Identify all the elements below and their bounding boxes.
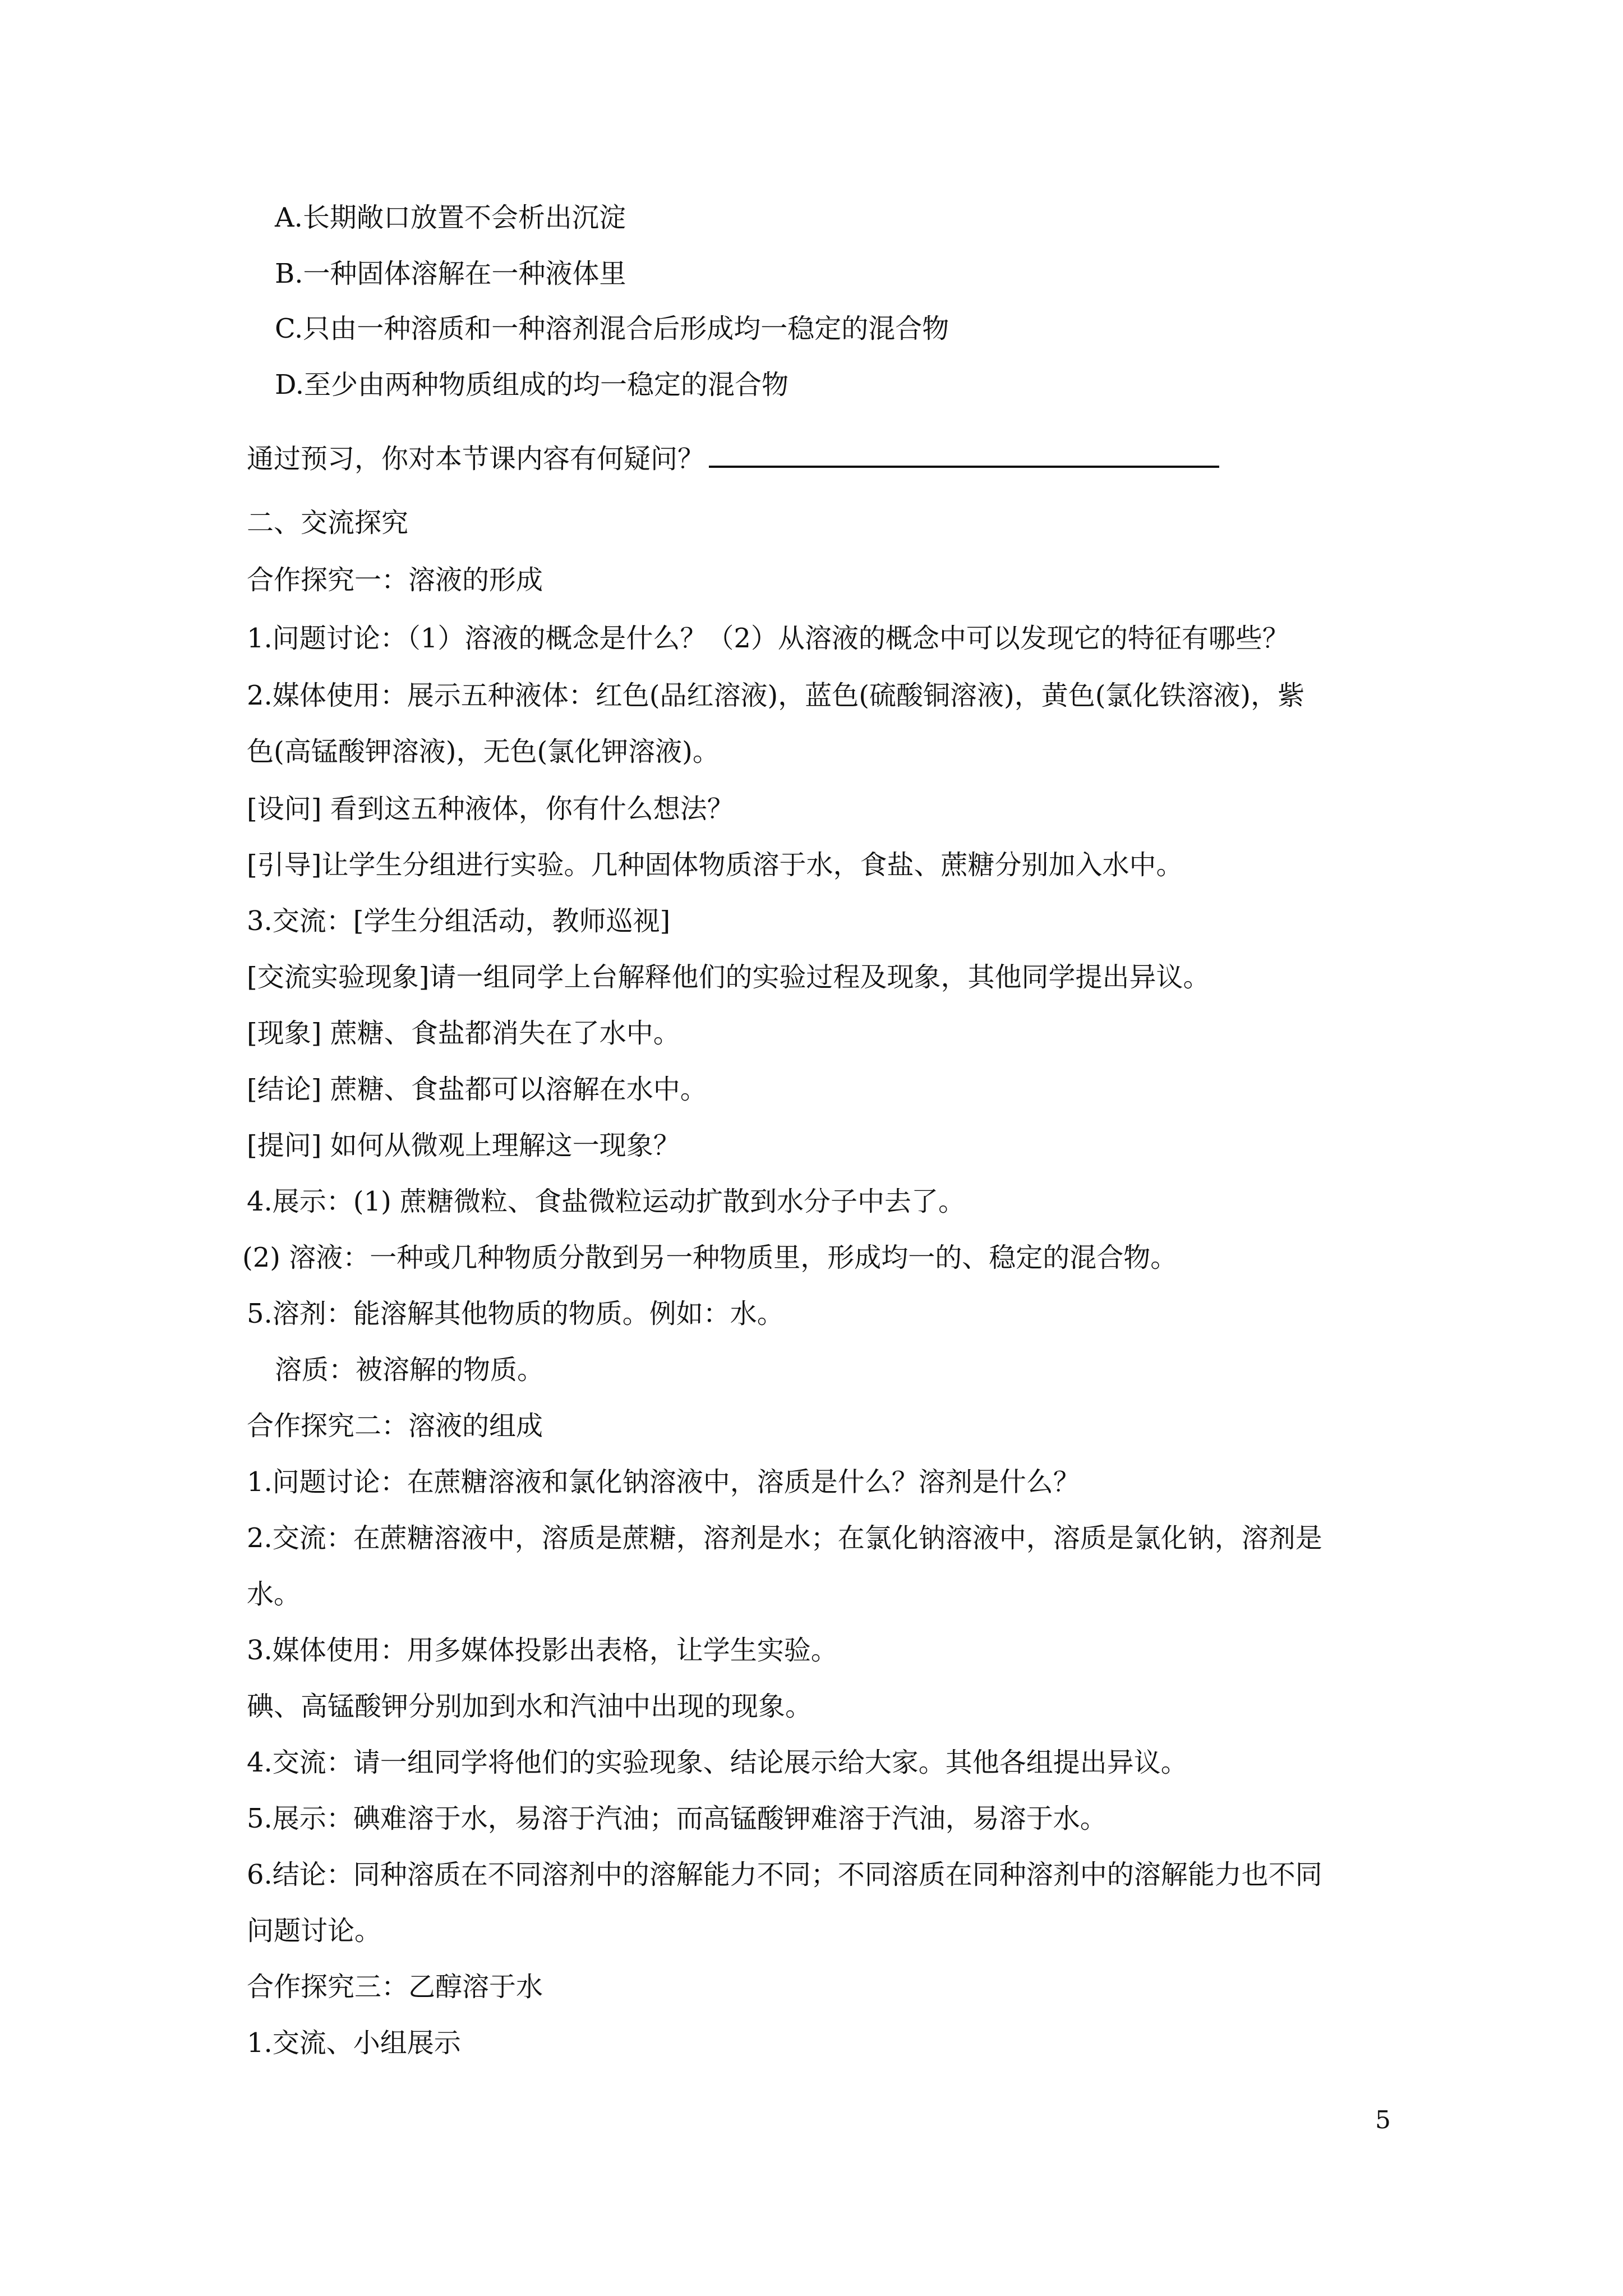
inquiry2-line-5: 碘、高锰酸钾分别加到水和汽油中出现的现象。	[247, 1691, 813, 1722]
option-a: A.长期敞口放置不会析出沉淀	[275, 202, 626, 233]
inquiry1-line-13: 5.溶剂：能溶解其他物质的物质。例如：水。	[247, 1298, 784, 1329]
page-number: 5	[1375, 2106, 1391, 2134]
preview-question-text: 通过预习，你对本节课内容有何疑问？	[247, 443, 705, 475]
inquiry1-line-3: 色(高锰酸钾溶液)，无色(氯化钾溶液)。	[247, 736, 720, 767]
inquiry1-line-9: [结论] 蔗糖、食盐都可以溶解在水中。	[247, 1074, 707, 1105]
inquiry1-line-8: [现象] 蔗糖、食盐都消失在了水中。	[247, 1018, 680, 1049]
section-title: 二、交流探究	[247, 507, 409, 539]
option-d: D.至少由两种物质组成的均一稳定的混合物	[275, 369, 789, 401]
inquiry2-line-4: 3.媒体使用：用多媒体投影出表格，让学生实验。	[247, 1635, 838, 1666]
inquiry2-line-9: 问题讨论。	[247, 1915, 382, 1947]
inquiry3-title: 合作探究三：乙醇溶于水	[247, 1971, 543, 2003]
inquiry1-line-11: 4.展示：(1) 蔗糖微粒、食盐微粒运动扩散到水分子中去了。	[247, 1186, 966, 1217]
inquiry2-line-7: 5.展示：碘难溶于水，易溶于汽油；而高锰酸钾难溶于汽油，易溶于水。	[247, 1803, 1107, 1834]
option-c: C.只由一种溶质和一种溶剂混合后形成均一稳定的混合物	[275, 313, 949, 344]
inquiry2-line-8: 6.结论：同种溶质在不同溶剂中的溶解能力不同；不同溶质在同种溶剂中的溶解能力也不同	[247, 1859, 1322, 1890]
inquiry1-line-6: 3.交流：[学生分组活动，教师巡视]	[247, 905, 671, 937]
inquiry2-title: 合作探究二：溶液的组成	[247, 1410, 543, 1442]
inquiry1-line-10: [提问] 如何从微观上理解这一现象？	[247, 1130, 680, 1161]
inquiry3-line-1: 1.交流、小组展示	[247, 2027, 461, 2059]
inquiry1-line-7: [交流实验现象]请一组同学上台解释他们的实验过程及现象，其他同学提出异议。	[247, 961, 1210, 993]
inquiry1-line-4: [设问] 看到这五种液体，你有什么想法？	[247, 793, 734, 825]
inquiry2-line-1: 1.问题讨论：在蔗糖溶液和氯化钠溶液中，溶质是什么？溶剂是什么？	[247, 1466, 1080, 1498]
option-b: B.一种固体溶解在一种液体里	[275, 258, 626, 289]
inquiry1-line-5: [引导]让学生分组进行实验。几种固体物质溶于水，食盐、蔗糖分别加入水中。	[247, 849, 1183, 881]
preview-question	[247, 442, 1219, 476]
inquiry1-title: 合作探究一：溶液的形成	[247, 564, 543, 596]
inquiry1-line-14: 溶质：被溶解的物质。	[275, 1354, 545, 1386]
answer-blank[interactable]	[709, 443, 1219, 468]
inquiry2-line-6: 4.交流：请一组同学将他们的实验现象、结论展示给大家。其他各组提出异议。	[247, 1747, 1188, 1778]
inquiry2-line-2: 2.交流：在蔗糖溶液中，溶质是蔗糖，溶剂是水；在氯化钠溶液中，溶质是氯化钠，溶剂是	[247, 1522, 1322, 1554]
inquiry1-line-2: 2.媒体使用：展示五种液体：红色(品红溶液)，蓝色(硫酸铜溶液)，黄色(氯化铁溶液)，紫	[247, 680, 1305, 711]
inquiry2-line-3: 水。	[247, 1579, 301, 1610]
inquiry1-line-1: 1.问题讨论：（1）溶液的概念是什么？（2）从溶液的概念中可以发现它的特征有哪些？	[247, 623, 1289, 654]
inquiry1-line-12: (2) 溶液：一种或几种物质分散到另一种物质里，形成均一的、稳定的混合物。	[242, 1242, 1178, 1273]
